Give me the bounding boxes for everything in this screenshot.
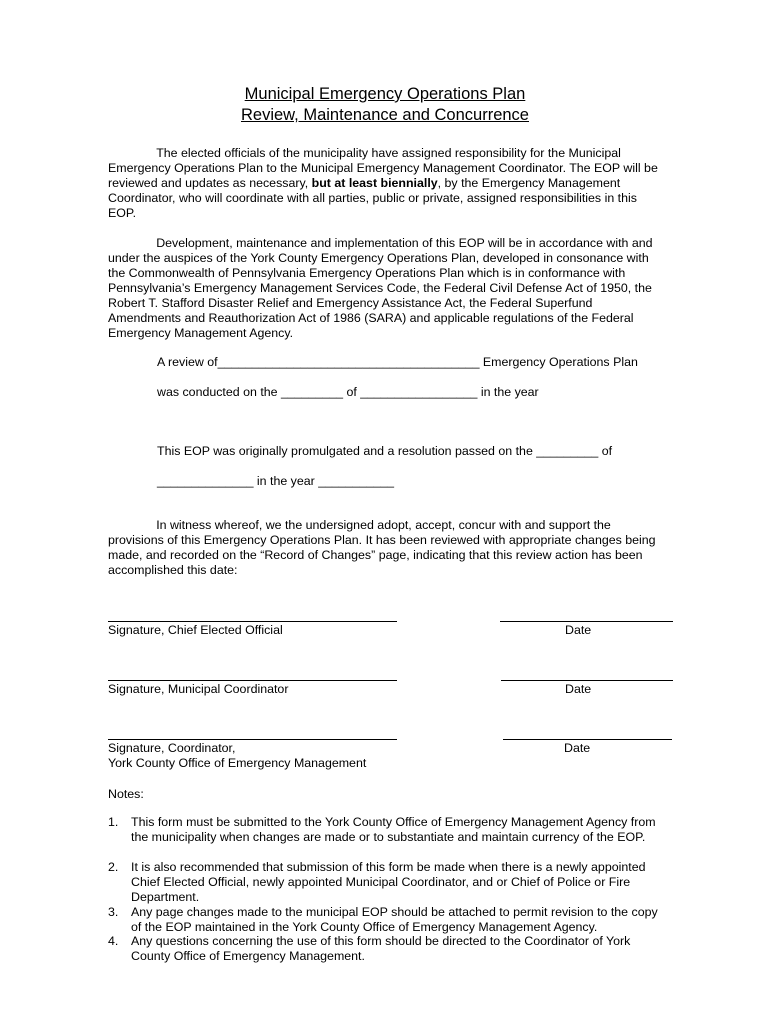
intro-text-after: , by the Emergency Management Coordinator, who will coordinate with all parties, public or private, assigned responsibilities in this EOP. [108, 176, 641, 220]
signature-line-municipal [108, 680, 397, 681]
date-line-coordinator [503, 739, 672, 740]
witness-paragraph [108, 518, 660, 578]
note-number: 3. [108, 905, 119, 919]
note-text: It is also recommended that submission of this form be made when there is a newly appointed Chief Elected Official, newly appointed Municipal Coordinator, and or Chief of Police or Fire Department. [131, 860, 646, 904]
intro-indent [108, 146, 156, 160]
notes-heading: Notes: [108, 787, 144, 801]
note-text: Any page changes made to the municipal EOP should be attached to permit revision to the copy of the EOP maintained in the York County Office of Emergency Management Agency. [131, 905, 658, 934]
intro-bold-text: but at least biennially [311, 176, 438, 190]
document-title-line2: Review, Maintenance and Concurrence [240, 106, 529, 124]
development-paragraph [108, 236, 660, 341]
date-line-chief [500, 621, 673, 622]
witness-indent [108, 518, 156, 532]
witness-text: In witness whereof, we the undersigned adopt, accept, concur with and support the provisions of this Emergency Operations Plan. It has been reviewed with appropriate changes being made, and recorded on the “Record of Changes” page, indicating that this review action has been accomplished this date: [108, 518, 660, 577]
development-text: Development, maintenance and implementation of this EOP will be in accordance with and under the auspices of the York County Emergency Operations Plan, developed in consonance with the Commonwealth of Pennsylvania Emergency Operations Plan which is in conformance with Pennsylvania’s Emergency Management Services Code, the Federal Civil Defense Act of 1950, the Robert T. Stafford Disaster Relief and Emergency Assistance Act, the Federal Superfund Amendments and Reauthorization Act of 1986 (SARA) and applicable regulations of the Federal Emergency Management Agency. [108, 236, 657, 340]
note-text: This form must be submitted to the York County Office of Emergency Management Agency from the municipality when changes are made or to substantiate and maintain currency of the EOP. [131, 815, 656, 844]
note-number: 1. [108, 815, 119, 829]
signature-line-coordinator [108, 739, 397, 740]
signature-label-coordinator-org: York County Office of Emergency Management [108, 756, 367, 770]
development-indent [108, 236, 156, 250]
date-label-coordinator: Date [564, 741, 591, 755]
promulgation-line: This EOP was originally promulgated and a resolution passed on the _________ of [157, 444, 613, 458]
intro-text-before: The elected officials of the municipality have assigned responsibility for the Municipal Emergency Operations Plan to the Municipal Emergency Management Coordinator. The EOP will be reviewed and updates as necessary, [108, 146, 662, 190]
signature-label-coordinator: Signature, Coordinator, [108, 741, 236, 755]
signature-label-chief: Signature, Chief Elected Official [108, 623, 283, 637]
signature-label-municipal: Signature, Municipal Coordinator [108, 682, 289, 696]
review-line: A review of______________________________________ Emergency Operations Plan [157, 355, 638, 369]
note-number: 4. [108, 934, 119, 948]
intro-paragraph [108, 146, 660, 221]
date-label-chief: Date [565, 623, 592, 637]
review-conducted-line: was conducted on the _________ of _________________ in the year [157, 385, 539, 399]
signature-line-chief [108, 621, 397, 622]
document-title-line1: Municipal Emergency Operations Plan [244, 85, 526, 103]
date-label-municipal: Date [565, 682, 592, 696]
promulgation-year-line: ______________ in the year ___________ [157, 474, 395, 488]
note-text: Any questions concerning the use of this form should be directed to the Coordinator of York County Office of Emergency Management. [131, 934, 631, 963]
date-line-municipal [501, 680, 673, 681]
note-number: 2. [108, 860, 119, 874]
